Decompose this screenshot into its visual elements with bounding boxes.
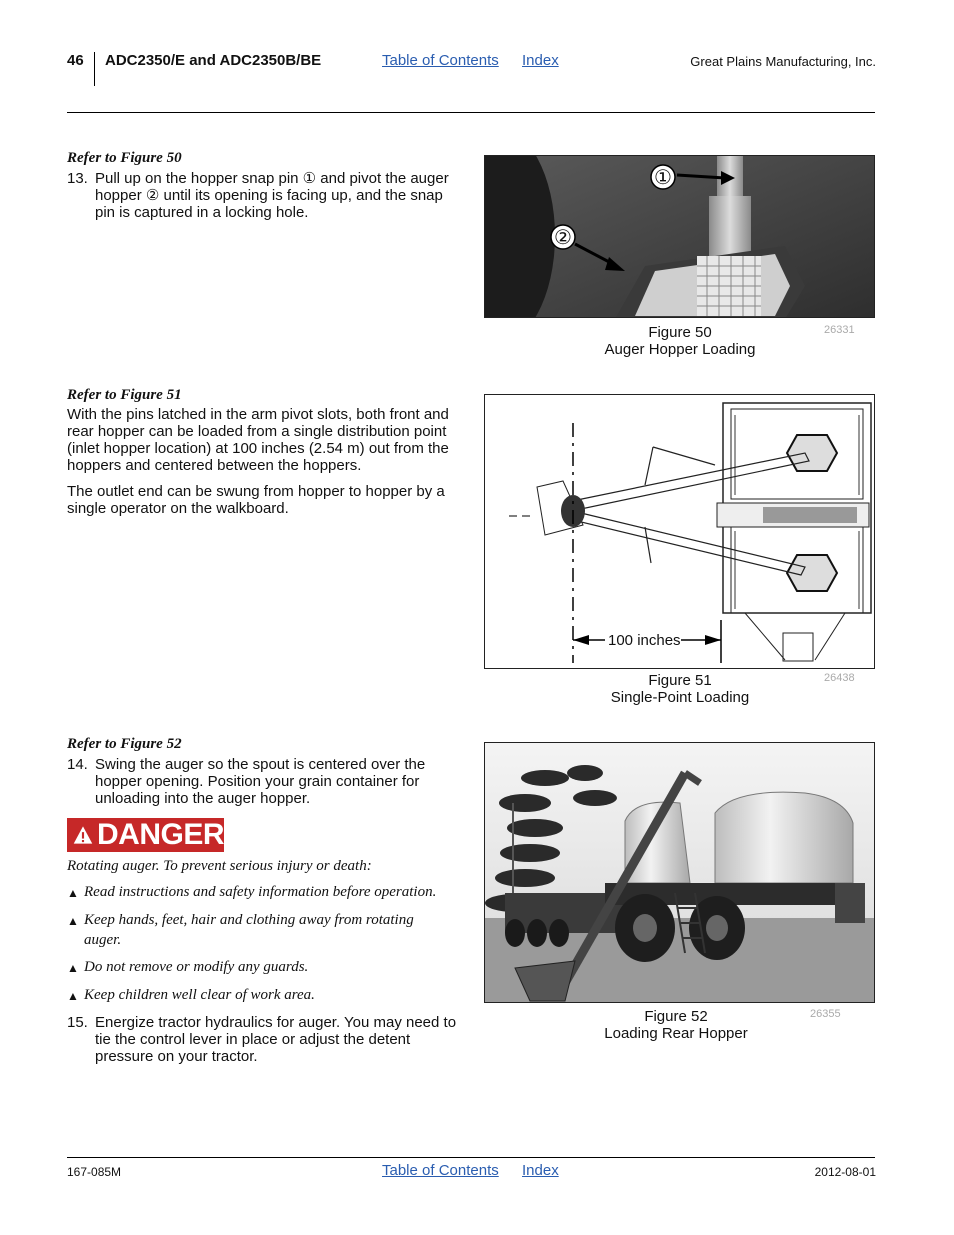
step-text: Pull up on the hopper snap pin ① and pivot the auger hopper ② until its opening is facing up, and the snap pin is captured in a locking hole. (95, 170, 449, 221)
header-index-link[interactable]: Index (522, 52, 559, 69)
paragraph-pins-latched: With the pins latched in the arm pivot slots, both front and rear hopper can be loaded from a single distribution point (inlet hopper location) at 100 inches (2.54 m) out from the hoppers and centered between the hoppers. (67, 406, 449, 474)
doc-date: 2012-08-01 (814, 1165, 876, 1179)
figure-51-image-id: 26438 (824, 672, 855, 684)
doc-title: ADC2350/E and ADC2350B/BE (105, 52, 322, 69)
refer-figure-50: Refer to Figure 50 (67, 150, 182, 166)
step-15 (67, 1014, 457, 1065)
step-14 (67, 756, 457, 807)
figure-52-image-id: 26355 (810, 1008, 841, 1020)
figure-50-number: Figure 50 (648, 324, 712, 341)
figure-51-diagram (484, 394, 875, 669)
single-point-loading-diagram (485, 395, 875, 669)
step-text: Energize tractor hydraulics for auger. You may need to tie the control lever in place or adjust the detent pressure on your tractor. (95, 1014, 457, 1065)
warning-triangle-icon (73, 821, 93, 849)
step-13 (67, 170, 457, 221)
figure-52-photo (484, 742, 875, 1003)
step-number: 13. (67, 170, 88, 187)
loading-rear-hopper-photo (485, 743, 875, 1003)
danger-banner (67, 818, 224, 852)
footer-toc-link[interactable]: Table of Contents (382, 1162, 499, 1179)
figure-51-number: Figure 51 (648, 672, 712, 689)
figure-50-caption (584, 324, 776, 358)
auger-hopper-photo (485, 156, 875, 318)
figure-50-photo (484, 155, 875, 318)
figure-52-title: Loading Rear Hopper (604, 1025, 748, 1042)
danger-label: DANGER (96, 818, 224, 851)
figure-52-caption (580, 1008, 772, 1042)
callout-2: ② (554, 227, 572, 249)
figure-52-number: Figure 52 (644, 1008, 708, 1025)
bullet-triangle-icon: ▲ (67, 961, 79, 975)
figure-51-caption (584, 672, 776, 706)
step-text: Swing the auger so the spout is centered over the hopper opening. Position your grain container for unloading into the auger hopper. (95, 756, 426, 807)
bullet-triangle-icon: ▲ (67, 989, 79, 1003)
refer-figure-52: Refer to Figure 52 (67, 736, 182, 752)
figure-50-title: Auger Hopper Loading (604, 341, 756, 358)
header-toc-link[interactable]: Table of Contents (382, 52, 499, 69)
callout-1: ① (654, 167, 672, 189)
danger-bullet: ▲ Keep children well clear of work area. (67, 985, 457, 1006)
bullet-triangle-icon: ▲ (67, 914, 79, 928)
company-name: Great Plains Manufacturing, Inc. (690, 54, 876, 69)
danger-bullet: ▲ Do not remove or modify any guards. (67, 957, 457, 978)
figure-51-title: Single-Point Loading (610, 689, 750, 706)
page-number: 46 (67, 52, 84, 69)
step-number: 15. (67, 1014, 88, 1031)
danger-intro: Rotating auger. To prevent serious injury or death: (67, 858, 372, 874)
footer-index-link[interactable]: Index (522, 1162, 559, 1179)
bullet-triangle-icon: ▲ (67, 886, 79, 900)
refer-figure-51: Refer to Figure 51 (67, 387, 182, 403)
danger-bullet: ▲ Read instructions and safety information before operation. (67, 882, 457, 903)
paragraph-outlet-end: The outlet end can be swung from hopper to hopper by a single operator on the walkboard. (67, 483, 445, 517)
header-divider (94, 52, 95, 86)
step-number: 14. (67, 756, 88, 773)
danger-bullet: ▲ Keep hands, feet, hair and clothing away from rotating auger. (67, 912, 414, 948)
doc-number: 167-085M (67, 1165, 122, 1179)
footer-rule (67, 1157, 875, 1158)
figure-50-image-id: 26331 (824, 324, 855, 336)
header-rule (67, 112, 875, 113)
dimension-100-inches: 100 inches (608, 632, 681, 649)
